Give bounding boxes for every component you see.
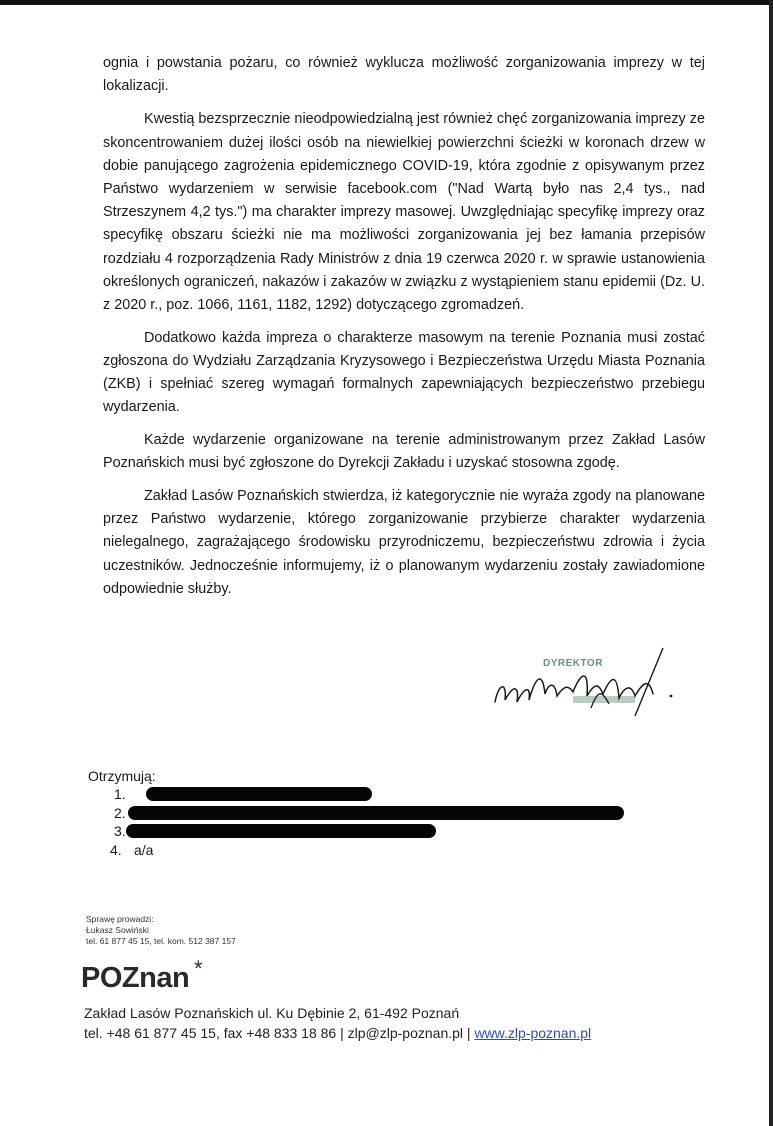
recipients-label: Otrzymują: — [88, 768, 156, 784]
letter-body — [103, 52, 705, 610]
scan-top-edge — [0, 0, 773, 5]
paragraph-covid-risk: Kwestią bezsprzecznie nieodpowiedzialną jest również chęć zorganizowania imprezy ze skoncentrowaniem dużej ilości osób na niewielkiej powierzchni ścieżki w koronach drzew w dobie panującego zagrożenia epidemicznego COVID-19, która zgodnie z opisywanym przez Państwo wydarzeniem w serwisie facebook.com ("Nad Wartą było nas 2,4 tys., nad Strzeszynem 4,2 tys.") ma charakter imprezy masowej. Uwzględniając specyfikę imprezy oraz specyfikę obszaru ścieżki nie ma możliwości zorganizowania jej bez łamania przepisów rozdziału 4 rozporządzenia Rady Ministrów z dnia 19 czerwca 2020 r. w sprawie ustanowienia określonych ograniczeń, nakazów i zakazów w związku z wystąpieniem stanu epidemii (Dz. U. z 2020 r., poz. 1066, 1161, 1182, 1292) dotyczącego zgromadzeń. — [103, 111, 705, 314]
recipient-number: 1. — [114, 786, 126, 802]
logo-text: POZnan — [81, 962, 190, 994]
poznan-logo — [81, 956, 203, 995]
recipient-number: 4. — [110, 841, 122, 858]
redaction-bar — [128, 806, 624, 820]
redaction-bar — [126, 824, 436, 838]
paragraph-zlp-approval: Każde wydarzenie organizowane na terenie administrowanym przez Zakład Lasów Poznańskich musi być zgłoszone do Dyrekcji Zakładu i uzyskać stosowna zgodę. — [103, 432, 705, 472]
paragraph-no-consent: Zakład Lasów Poznańskich stwierdza, iż kategorycznie nie wyraża zgody na planowane przez Państwo wydarzenie, którego zorganizowanie przybierze charakter wydarzenia nielegalnego, zagrażającego środowisku przyrodniczemu, bezpieczeństwu zdrowia i życia uczestników. Jednocześnie informujemy, iż o planowanym wydarzeniu zostały zawiadomione odpowiednie służby. — [103, 487, 705, 597]
recipient-item — [88, 841, 156, 860]
footer-phone-email: tel. +48 61 877 45 15, fax +48 833 18 86 | zlp@zlp-poznan.pl | — [84, 1025, 471, 1041]
case-handler-name: Łukasz Sowiński — [86, 925, 149, 935]
handwritten-signature — [485, 642, 685, 732]
recipient-item — [88, 804, 156, 823]
footer-contact — [84, 1023, 591, 1043]
footer-address: Zakład Lasów Poznańskich ul. Ku Dębinie 2, 61-492 Poznań — [84, 1005, 460, 1021]
recipients-list — [88, 785, 156, 859]
recipient-text: a/a — [134, 841, 154, 858]
recipient-item — [88, 785, 156, 804]
paragraph-mass-event-registration: Dodatkowo każda impreza o charakterze masowym na terenie Poznania musi zostać zgłoszona do Wydziału Zarządzania Kryzysowego i Bezpieczeństwa Urzędu Miasta Poznania (ZKB) i spełniać szereg wymagań formalnych zapewniających bezpieczeństwo przebiegu wydarzenia. — [103, 329, 705, 416]
case-handler-phone: tel. 61 877 45 15, tel. kom. 512 387 157 — [86, 936, 236, 946]
director-stamp: DYREKTOR — [543, 658, 603, 669]
case-handler-info — [86, 914, 236, 947]
stamp-name-bar — [573, 696, 635, 703]
redaction-bar — [146, 787, 372, 801]
website-link[interactable]: www.zlp-poznan.pl — [474, 1025, 592, 1041]
case-handler-label: Sprawę prowadzi: — [86, 914, 154, 924]
recipient-item — [88, 822, 156, 841]
logo-star-icon: * — [194, 956, 203, 981]
paragraph-fire-risk: ognia i powstania pożaru, co również wyklucza możliwość zorganizowania imprezy w tej lokalizacji. — [103, 55, 705, 95]
recipients-section — [88, 767, 156, 859]
recipient-number: 2. — [114, 804, 126, 821]
recipient-number: 3. — [114, 823, 126, 839]
letterhead-footer — [84, 1003, 591, 1043]
scan-right-edge — [769, 0, 773, 1126]
